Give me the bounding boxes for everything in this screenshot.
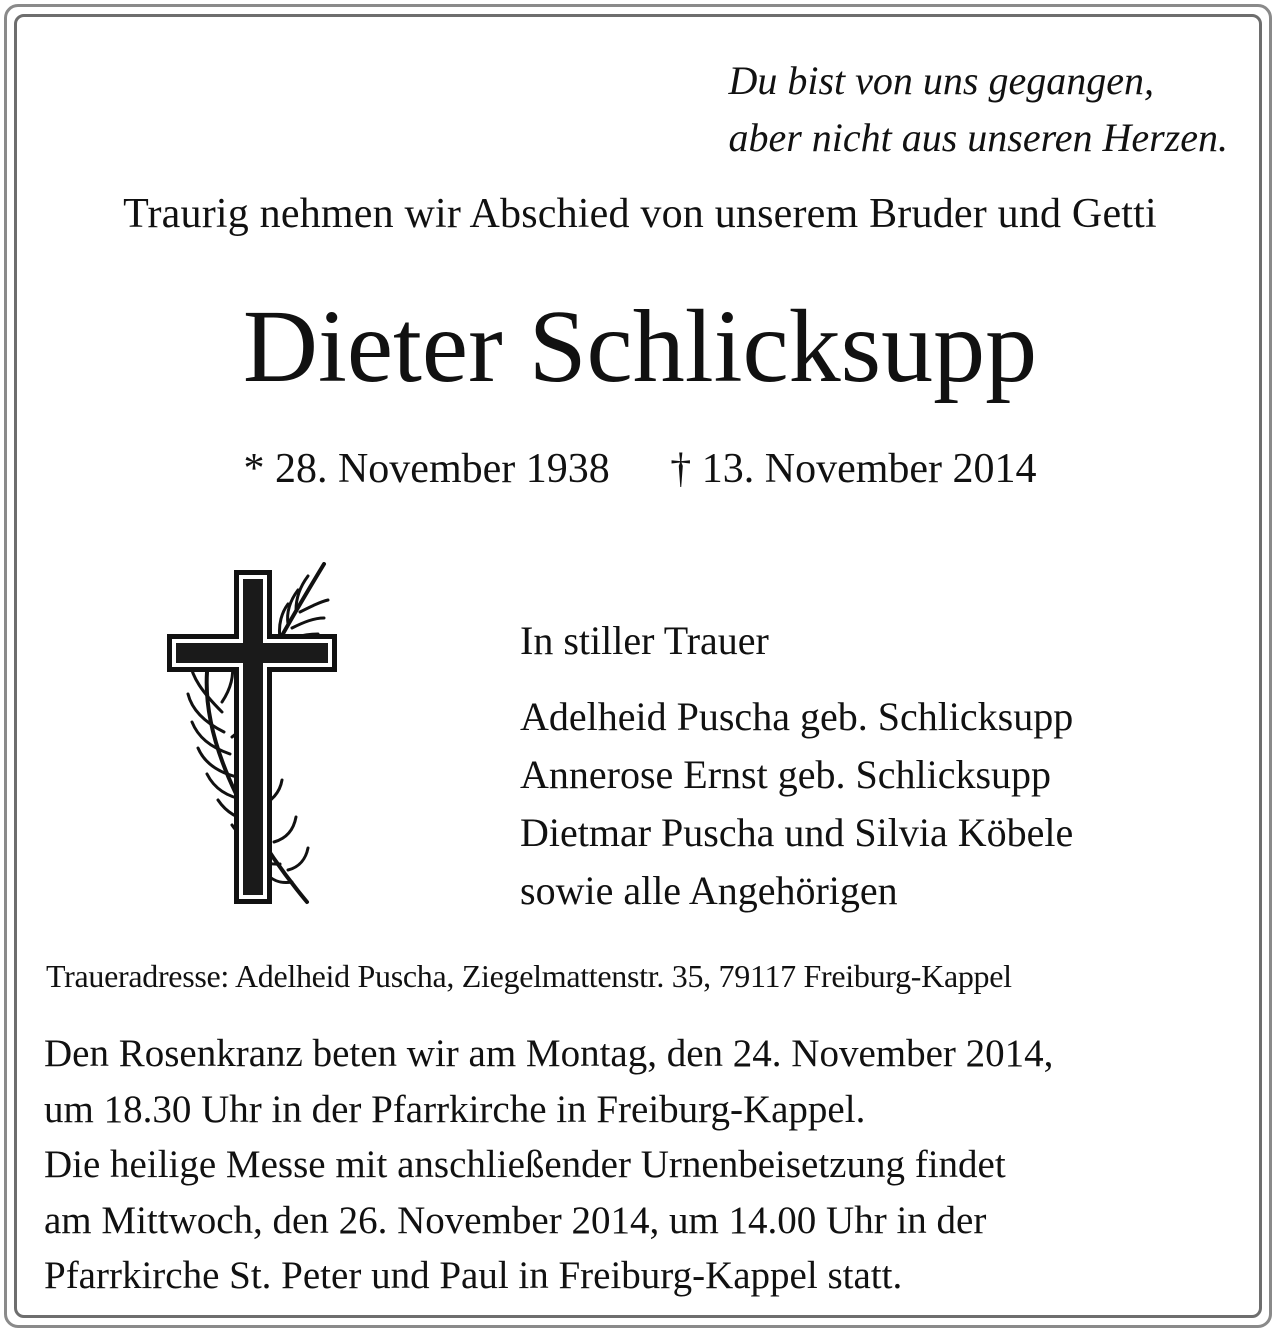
life-dates: [0, 445, 1280, 493]
cross-with-palm-branch-icon: [162, 562, 342, 912]
mourners-lead: In stiller Trauer: [520, 618, 769, 663]
quote-line-2: aber nicht aus unseren Herzen.: [728, 115, 1228, 160]
service-line: Den Rosenkranz beten wir am Montag, den 24. November 2014,: [44, 1032, 1054, 1075]
mourner-name: Dietmar Puscha und Silvia Köbele: [520, 810, 1074, 855]
service-line: um 18.30 Uhr in der Pfarrkirche in Freiburg-Kappel.: [44, 1087, 866, 1131]
service-line: Pfarrkirche St. Peter und Paul in Freiburg-Kappel statt.: [44, 1254, 903, 1297]
quote-line-1: Du bist von uns gegangen,: [728, 58, 1154, 103]
mourner-name: Adelheid Puscha geb. Schlicksupp: [520, 694, 1074, 739]
service-line: am Mittwoch, den 26. November 2014, um 14.00 Uhr in der: [44, 1198, 987, 1242]
death-date: † 13. November 2014: [670, 446, 1037, 492]
memorial-quote: [728, 52, 1228, 166]
mourner-name: Annerose Ernst geb. Schlicksupp: [520, 752, 1052, 797]
birth-date: * 28. November 1938: [243, 446, 610, 492]
mourning-address: Traueradresse: Adelheid Puscha, Ziegelmattenstr. 35, 79117 Freiburg-Kappel: [46, 958, 1012, 994]
service-line: Die heilige Messe mit anschließender Urnenbeisetzung findet: [44, 1143, 1006, 1186]
service-details: [44, 1026, 1244, 1304]
mourner-name: sowie alle Angehörigen: [520, 868, 898, 913]
intro-text: Traurig nehmen wir Abschied von unserem Bruder und Getti: [123, 191, 1157, 237]
deceased-name: Dieter Schlicksupp: [242, 289, 1038, 404]
mourners-block: [520, 612, 1073, 920]
